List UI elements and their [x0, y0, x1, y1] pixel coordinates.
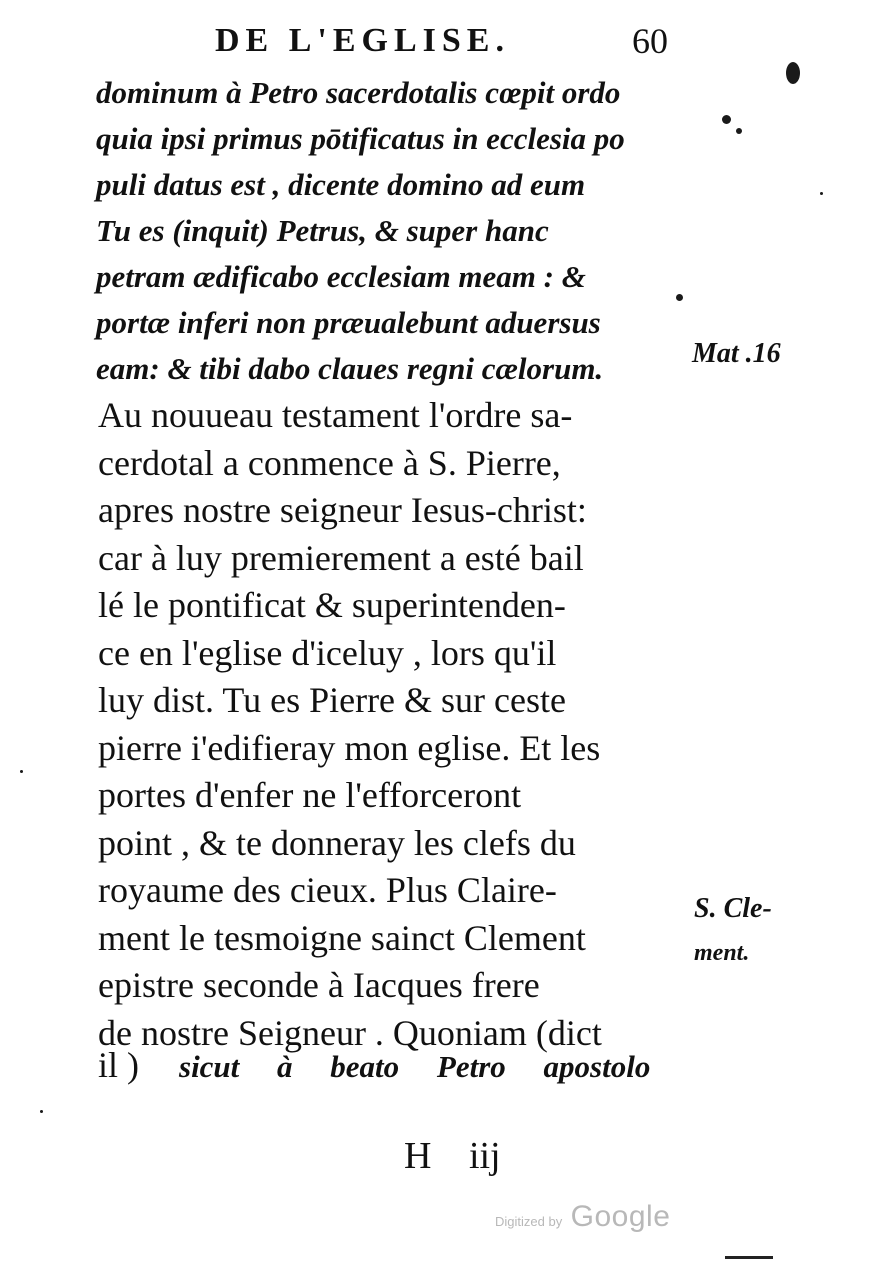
- french-line: royaume des cieux. Plus Claire-: [98, 870, 557, 910]
- french-line: point , & te donneray les clefs du: [98, 822, 576, 863]
- french-line: lé le pontificat & superintenden-: [98, 585, 566, 625]
- ink-speck: [786, 62, 800, 84]
- digitized-watermark: [495, 1200, 670, 1234]
- ink-speck: [676, 294, 683, 301]
- ink-speck: [722, 115, 731, 124]
- google-logo: Google: [570, 1200, 671, 1233]
- final-line-latin: sicut à beato Petro apostolo: [179, 1049, 651, 1084]
- french-line: car à luy premierement a esté bail: [98, 537, 584, 578]
- french-passage: [98, 392, 698, 1057]
- french-line: luy dist. Tu es Pierre & sur ceste: [98, 680, 566, 720]
- page-number: 60: [632, 21, 668, 61]
- latin-line: dominum à Petro sacerdotalis cœpit ordo: [96, 75, 621, 110]
- bottom-rule: [725, 1256, 773, 1259]
- margin-note-matthew: Mat .16: [692, 338, 781, 369]
- latin-line: petram ædificabo ecclesiam meam : &: [96, 259, 586, 294]
- ink-speck: [820, 192, 823, 195]
- final-line: [98, 1040, 650, 1090]
- french-line: apres nostre seigneur Iesus-christ:: [98, 490, 587, 530]
- latin-line: puli datus est , dicente domino ad eum: [96, 167, 586, 202]
- latin-line: Tu es (inquit) Petrus, & super hanc: [96, 213, 549, 248]
- latin-line: eam: & tibi dabo claues regni cælorum.: [96, 351, 604, 386]
- french-line: ce en l'eglise d'iceluy , lors qu'il: [98, 632, 557, 673]
- french-line: ment le tesmoigne sainct Clement: [98, 917, 586, 958]
- french-line: Au nouueau testament l'ordre sa-: [98, 395, 573, 435]
- signature-mark: H iij: [404, 1135, 501, 1177]
- margin-note-clement: S. Cle-: [694, 893, 772, 924]
- french-line: pierre i'edifieray mon eglise. Et les: [98, 727, 601, 768]
- latin-line: quia ipsi primus pōtificatus in ecclesia po: [96, 121, 625, 156]
- ink-speck: [40, 1110, 43, 1113]
- french-line: portes d'enfer ne l'efforceront: [98, 775, 522, 815]
- latin-passage: [96, 70, 696, 392]
- final-line-french: il ): [98, 1045, 139, 1085]
- watermark-prefix: Digitized by: [495, 1214, 563, 1229]
- ink-speck: [736, 128, 742, 134]
- margin-note-clement-cont: ment.: [694, 940, 750, 966]
- french-line: cerdotal a conmence à S. Pierre,: [98, 442, 561, 483]
- running-head: DE L'EGLISE.: [215, 22, 510, 59]
- latin-line: portæ inferi non præualebunt aduersus: [96, 305, 601, 340]
- french-line: de nostre Seigneur . Quoniam (dict: [98, 1012, 602, 1053]
- french-line: epistre seconde à Iacques frere: [98, 965, 540, 1005]
- ink-speck: [20, 770, 23, 773]
